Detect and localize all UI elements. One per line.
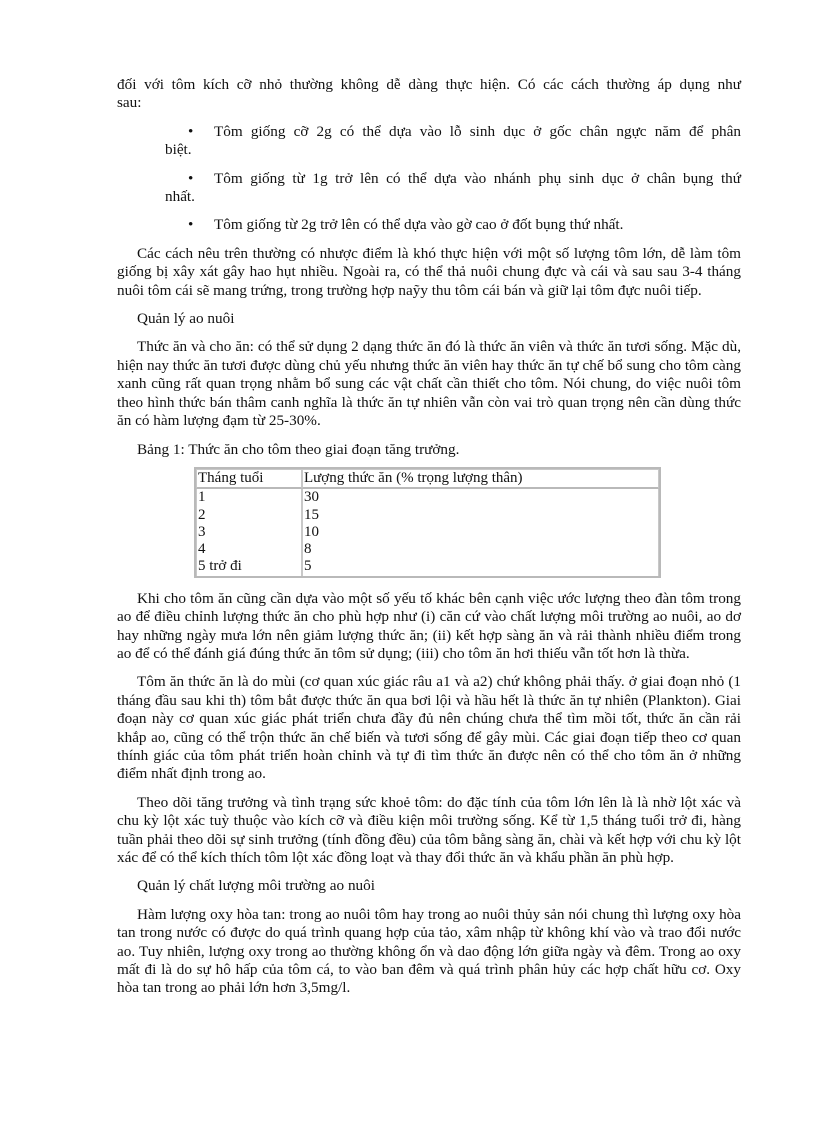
bullet-icon: • bbox=[188, 216, 194, 234]
table-cell-amount: 8 bbox=[302, 541, 659, 558]
table-cell-age: 4 bbox=[196, 541, 302, 558]
table-row bbox=[196, 507, 659, 524]
feed-table bbox=[194, 467, 661, 578]
intro-line-1: đối với tôm kích cỡ nhỏ thường không dễ dàng thực hiện. Có các cách thường áp dụng như bbox=[117, 76, 741, 93]
section-heading-pond-management: Quản lý ao nuôi bbox=[137, 310, 235, 328]
bullet-text: Tôm giống từ 2g trở lên có thể dựa vào gờ cao ở đốt bụng thứ nhất. bbox=[214, 216, 624, 234]
list-item bbox=[117, 170, 741, 207]
table-cell-amount: 15 bbox=[302, 507, 659, 524]
paragraph-3: Khi cho tôm ăn cũng cần dựa vào một số yếu tố khác bên cạnh việc ước lượng theo đàn tôm trong ao để điều chỉnh lượng thức ăn cho phù hợp như (i) căn cứ vào chất lượng môi trường ao nuôi, ao dơ hay những ngày mưa lớn nên giảm lượng thức ăn; (ii) kết hợp sàng ăn và rải thành nhiều điểm trong ao để có thể đánh giá đúng thức ăn tôm sử dụng; (iii) cho tôm ăn hơi thiếu vẫn tốt hơn là thừa. bbox=[117, 589, 741, 662]
intro-line-2: sau: bbox=[117, 94, 142, 112]
table-header-row bbox=[196, 469, 659, 489]
paragraph-2: Thức ăn và cho ăn: có thể sử dụng 2 dạng thức ăn đó là thức ăn viên và thức ăn tươi sống. Mặc dù, hiện nay thức ăn tươi được dùng chủ yếu nhưng thức ăn viên hay thức ăn tự chế bổ sung cho tôm càng xanh cũng rất quan trọng nhằm bổ sung các vật chất cần thiết cho tôm. Nói chung, do việc nuôi tôm theo hình thức bán thâm canh nghĩa là thức ăn tự nhiên vẫn còn vai trò quan trọng nên cần dùng thức ăn có hàm lượng đạm từ 25-30%. bbox=[117, 338, 741, 430]
table-row bbox=[196, 489, 659, 506]
section-heading-water-quality: Quản lý chất lượng môi trường ao nuôi bbox=[137, 877, 375, 895]
paragraph-6: Hàm lượng oxy hòa tan: trong ao nuôi tôm hay trong ao nuôi thủy sản nói chung thì lượng oxy hòa tan trong nước có được do quá trình quang hợp của tảo, xâm nhập từ không khí vào và trao đổi nước ao. Tuy nhiên, lượng oxy trong ao thường không ổn và dao động lớn giữa ngày và đêm. Trong ao oxy mất đi là do sự hô hấp của tôm cá, to vào ban đêm và quá trình phân hủy các hợp chất hữu cơ. Oxy hòa tan trong ao phải lớn hơn 3,5mg/l. bbox=[117, 905, 741, 997]
table-cell-amount: 30 bbox=[302, 489, 659, 506]
list-item bbox=[117, 216, 741, 234]
document-page bbox=[117, 76, 741, 998]
table-cell-amount: 10 bbox=[302, 524, 659, 541]
bullet-list bbox=[117, 123, 741, 235]
table-row bbox=[196, 558, 659, 575]
table-cell-age: 2 bbox=[196, 507, 302, 524]
bullet-text-cont: nhất. bbox=[165, 188, 195, 206]
paragraph-4: Tôm ăn thức ăn là do mùi (cơ quan xúc giác râu a1 và a2) chứ không phải thấy. ở giai đoạn nhỏ (1 tháng đầu sau khi th) tôm bắt được thức ăn qua bơi lội và hầu hết là thức ăn tự nhiên (Plankton). Giai đoạn này cơ quan xúc giác phát triển chưa đầy đủ nên chúng chưa thể tìm mồi tốt, thức ăn cần rải khắp ao, cũng có thể trộn thức ăn chế biến và tươi sống để gây mùi. Các giai đoạn tiếp theo cơ quan thính giác của tôm phát triển hoàn chỉnh và tự đi tìm thức ăn được nên có thể cho tôm ăn ở những điểm nhất định trong ao. bbox=[117, 673, 741, 783]
list-item bbox=[117, 123, 741, 160]
table-caption: Bảng 1: Thức ăn cho tôm theo giai đoạn tăng trưởng. bbox=[137, 440, 460, 458]
bullet-text: Tôm giống cỡ 2g có thể dựa vào lỗ sinh dục ở gốc chân ngực năm để phân bbox=[214, 122, 741, 140]
bullet-icon: • bbox=[188, 169, 194, 187]
table-cell-age: 3 bbox=[196, 524, 302, 541]
table-cell-age: 1 bbox=[196, 489, 302, 506]
intro-paragraph bbox=[117, 76, 741, 113]
paragraph-1: Các cách nêu trên thường có nhược điểm là khó thực hiện với một số lượng tôm lớn, dễ làm tôm giống bị xây xát gây hao hụt nhiều. Ngoài ra, có thể thả nuôi chung đực và cái và sau sau 3-4 tháng nuôi tôm cái sẽ mang trứng, trong trường hợp naỹy thu tôm cái bán và giữ lại tôm đực nuôi tiếp. bbox=[117, 244, 741, 299]
bullet-text: Tôm giống từ 1g trở lên có thể dựa vào nhánh phụ sinh dục ở chân bụng thứ bbox=[214, 169, 741, 187]
bullet-text-cont: biệt. bbox=[165, 141, 192, 159]
table-cell-age: 5 trở đi bbox=[196, 558, 302, 575]
table-header-age: Tháng tuổi bbox=[196, 469, 302, 489]
table-row bbox=[196, 524, 659, 541]
table-header-amount: Lượng thức ăn (% trọng lượng thân) bbox=[302, 469, 659, 489]
paragraph-5: Theo dõi tăng trưởng và tình trạng sức khoẻ tôm: do đặc tính của tôm lớn lên là là nhờ lột xác và chu kỳ lột xác tuỳ thuộc vào kích cỡ và điều kiện môi trường sống. Kể từ 1,5 tháng tuổi trở đi, hàng tuần phải theo dõi sự sinh trưởng (tính đồng đều) của tôm bằng sàng ăn, chài và kết hợp với chu kỳ lột xác để có thể kích thích tôm lột xác đồng loạt và thay đổi thức ăn và khẩu phần ăn phù hợp. bbox=[117, 793, 741, 866]
table-row bbox=[196, 541, 659, 558]
table-cell-amount: 5 bbox=[302, 558, 659, 575]
bullet-icon: • bbox=[188, 122, 194, 140]
